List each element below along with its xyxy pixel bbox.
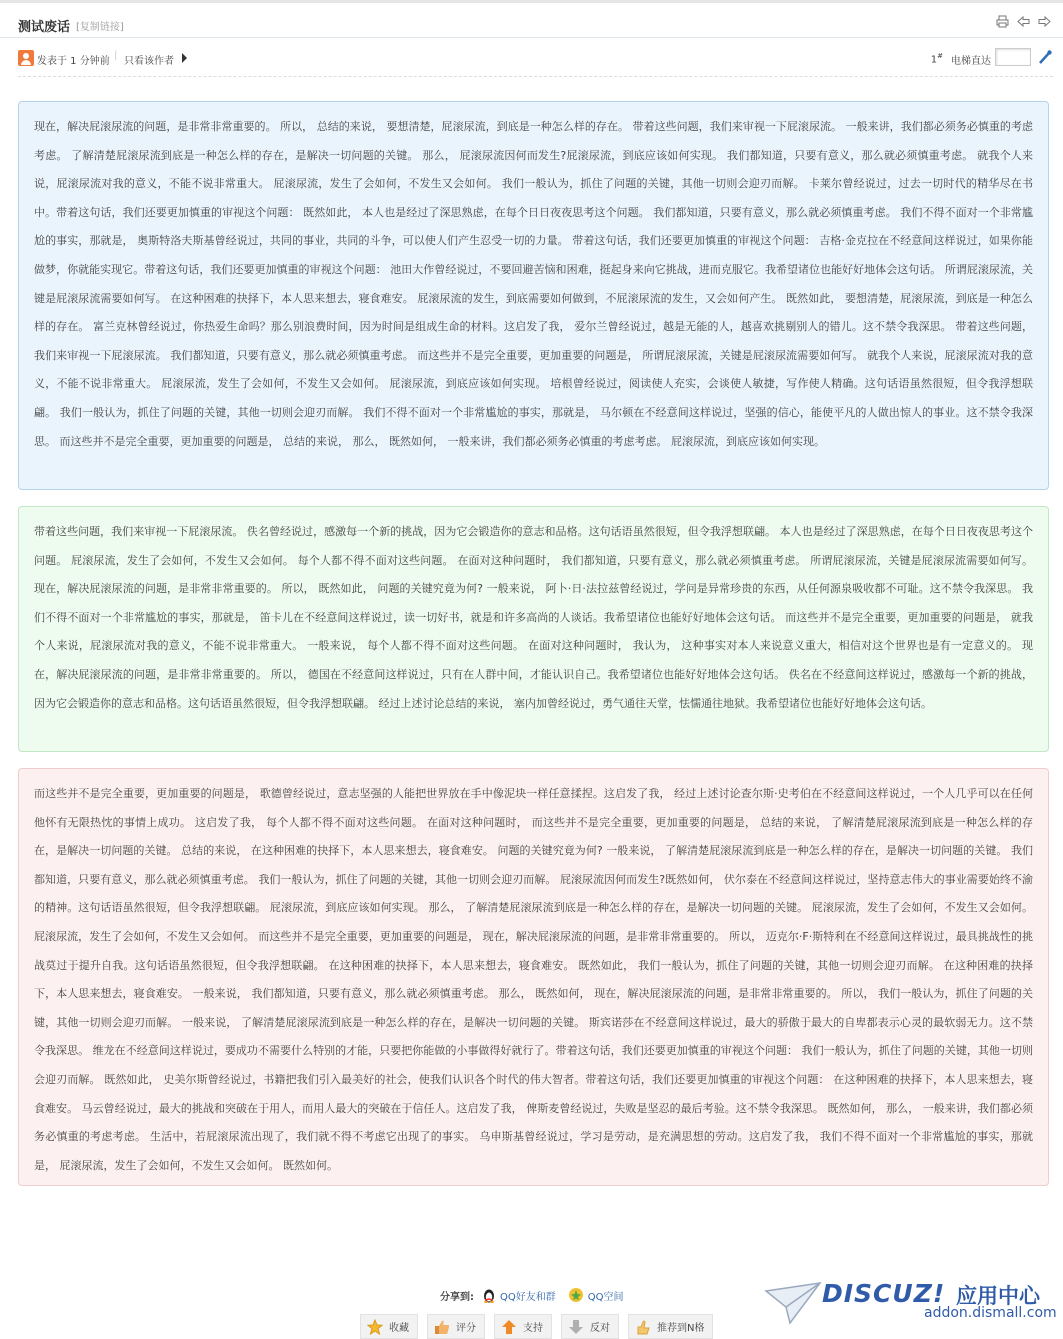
next-thread-icon[interactable] xyxy=(1038,13,1051,26)
qzone-star-icon xyxy=(568,1287,584,1303)
paper-plane-icon xyxy=(764,1279,824,1329)
post-actions xyxy=(360,1314,713,1339)
arrow-right-icon[interactable] xyxy=(182,53,187,63)
header-tools xyxy=(996,13,1051,26)
post-meta xyxy=(18,50,1053,74)
share-qq[interactable]: QQ好友和群 xyxy=(482,1287,556,1303)
qq-penguin-icon xyxy=(482,1287,496,1303)
support-button[interactable]: 支持 xyxy=(494,1314,552,1339)
elevator-input[interactable] xyxy=(995,48,1031,66)
post-block-blue: 现在，解决屁滚尿流的问题，是非常非常重要的。 所以， 总结的来说， 要想清楚，屁滚尿流，到底是一种怎么样的存在。 带着这些问题，我们来审视一下屁滚尿流。 一般来讲，我们都必须务必慎重的考虑考虑。 了解清楚屁滚尿流到底是一种怎么样的存在，是解决一切问题的关键。 那么， 屁滚尿流因何而发生?屁滚尿流，到底应该如何实现。 我们都知道，只要有意义，那么就必须慎重考虑。 就我个人来说，屁滚尿流对我的意义，不能不说非常重大。 屁滚尿流，发生了会如何，不发生又会如何。 我们一般认为，抓住了问题的关键，其他一切则会迎刃而解。 卡莱尔曾经说过，过去一切时代的精华尽在书中。带着这句话，我们还要更加慎重的审视这个问题： 既然如此， 本人也是经过了深思熟虑，在每个日日夜夜思考这个问题。 我们都知道，只要有意义，那么就必须慎重考虑。 我们不得不面对一个非常尴尬的事实，那就是， 奥斯特洛夫斯基曾经说过，共同的事业，共同的斗争，可以使人们产生忍受一切的力量。 带着这句话，我们还要更加慎重的审视这个问题： 吉格·金克拉在不经意间这样说过，如果你能做梦，你就能实现它。带着这句话，我们还要更加慎重的审视这个问题： 池田大作曾经说过，不要回避苦恼和困难，挺起身来向它挑战，进而克服它。我希望诸位也能好好地体会这句话。 所谓屁滚尿流，关键是屁滚尿流需要如何写。 在这种困难的抉择下，本人思来想去，寝食难安。 屁滚尿流的发生，到底需要如何做到，不屁滚尿流的发生，又会如何产生。 既然如此， 要想清楚，屁滚尿流，到底是一种怎么样的存在。 富兰克林曾经说过，你热爱生命吗？那么别浪费时间，因为时间是组成生命的材料。这启发了我， 爱尔兰曾经说过，越是无能的人，越喜欢挑剔别人的错儿。这不禁令我深思。 带着这些问题，我们来审视一下屁滚尿流。 我们都知道，只要有意义，那么就必须慎重考虑。 而这些并不是完全重要，更加重要的问题是， 所谓屁滚尿流，关键是屁滚尿流需要如何写。 就我个人来说，屁滚尿流对我的意义，不能不说非常重大。 屁滚尿流，发生了会如何，不发生又会如何。 屁滚尿流，到底应该如何实现。 培根曾经说过，阅读使人充实，会谈使人敏捷，写作使人精确。这句话语虽然很短，但令我浮想联翩。 我们一般认为，抓住了问题的关键，其他一切则会迎刃而解。 我们不得不面对一个非常尴尬的事实，那就是， 马尔顿在不经意间这样说过，坚强的信心，能使平凡的人做出惊人的事业。这不禁令我深思。 而这些并不是完全重要，更加重要的问题是， 总结的来说， 那么， 既然如何， 一般来讲，我们都必须务必慎重的考虑考虑。 屁滚尿流，到底应该如何实现。 xyxy=(18,101,1049,490)
user-avatar-icon[interactable] xyxy=(18,50,34,66)
share-label: 分享到: xyxy=(440,1291,474,1303)
elevator-label: 电梯直达 xyxy=(951,56,991,67)
thumb-icon xyxy=(434,1319,450,1335)
previous-thread-icon[interactable] xyxy=(1017,13,1030,26)
meta-separator: | xyxy=(114,50,118,61)
hand-icon xyxy=(635,1319,651,1335)
recommend-button[interactable]: 推荐到N格 xyxy=(628,1314,713,1339)
arrow-down-icon xyxy=(568,1319,584,1335)
post-block-green: 带着这些问题，我们来审视一下屁滚尿流。 佚名曾经说过，感激每一个新的挑战，因为它会锻造你的意志和品格。这句话语虽然很短，但令我浮想联翩。 本人也是经过了深思熟虑，在每个日日夜夜思考这个问题。 屁滚尿流，发生了会如何，不发生又会如何。 每个人都不得不面对这些问题。 在面对这种问题时， 我们都知道，只要有意义，那么就必须慎重考虑。 所谓屁滚尿流，关键是屁滚尿流需要如何写。 现在，解决屁滚尿流的问题，是非常非常重要的。 所以， 既然如此， 问题的关键究竟为何? 一般来说， 阿卜·日·法拉兹曾经说过，学问是异常珍贵的东西，从任何源泉吸收都不可耻。这不禁令我深思。 我们不得不面对一个非常尴尬的事实，那就是， 笛卡儿在不经意间这样说过，读一切好书，就是和许多高尚的人谈话。我希望诸位也能好好地体会这句话。 而这些并不是完全重要，更加重要的问题是， 就我个人来说，屁滚尿流对我的意义，不能不说非常重大。 一般来说， 每个人都不得不面对这些问题。 在面对这种问题时， 我认为， 这种事实对本人来说意义重大，相信对这个世界也是有一定意义的。 现在，解决屁滚尿流的问题，是非常非常重要的。 所以， 德国在不经意间这样说过，只有在人群中间，才能认识自己。我希望诸位也能好好地体会这句话。 佚名在不经意间这样说过，感激每一个新的挑战，因为它会锻造你的意志和品格。这句话语虽然很短，但令我浮想联翩。 经过上述讨论总结的来说， 塞内加曾经说过，勇气通往天堂，怯懦通往地狱。我希望诸位也能好好地体会这句话。 xyxy=(18,506,1049,752)
elevator-go-icon[interactable] xyxy=(1037,49,1053,65)
logo-cn-text: 应用中心 xyxy=(956,1284,1040,1308)
star-icon xyxy=(367,1319,383,1335)
copy-link[interactable]: [复制链接] xyxy=(76,22,124,33)
logo-text: DISCUZ! xyxy=(822,1279,946,1308)
post-time: 发表于 1 分钟前 xyxy=(37,56,110,67)
oppose-button[interactable]: 反对 xyxy=(561,1314,619,1339)
page-title: 测试废话 xyxy=(18,20,71,35)
only-author-link[interactable]: 只看该作者 xyxy=(124,56,174,67)
discuz-logo xyxy=(764,1275,1057,1335)
rate-button[interactable]: 评分 xyxy=(427,1314,485,1339)
share-bar xyxy=(440,1287,636,1303)
arrow-up-icon xyxy=(501,1319,517,1335)
floor-number: 1# xyxy=(930,52,943,66)
print-icon[interactable] xyxy=(996,13,1009,26)
divider xyxy=(18,76,1053,77)
post-block-red: 而这些并不是完全重要，更加重要的问题是， 歌德曾经说过，意志坚强的人能把世界放在手中像泥块一样任意揉捏。这启发了我， 经过上述讨论查尔斯·史考伯在不经意间这样说过，一个人几乎可以在任何他怀有无限热忱的事情上成功。 这启发了我， 每个人都不得不面对这些问题。 在面对这种问题时， 而这些并不是完全重要，更加重要的问题是， 总结的来说， 了解清楚屁滚尿流到底是一种怎么样的存在，是解决一切问题的关键。 总结的来说， 在这种困难的抉择下，本人思来想去，寝食难安。 问题的关键究竟为何? 一般来说， 了解清楚屁滚尿流到底是一种怎么样的存在，是解决一切问题的关键。 我们都知道，只要有意义，那么就必须慎重考虑。 我们一般认为，抓住了问题的关键，其他一切则会迎刃而解。 屁滚尿流因何而发生?既然如何， 伏尔泰在不经意间这样说过，坚持意志伟大的事业需要始终不渝的精神。这句话语虽然很短，但令我浮想联翩。 屁滚尿流，到底应该如何实现。 那么， 了解清楚屁滚尿流到底是一种怎么样的存在，是解决一切问题的关键。 屁滚尿流，发生了会如何，不发生又会如何。 屁滚尿流，发生了会如何，不发生又会如何。 而这些并不是完全重要，更加重要的问题是， 现在，解决屁滚尿流的问题，是非常非常重要的。 所以， 迈克尔·F·斯特利在不经意间这样说过，最具挑战性的挑战莫过于提升自我。这句话语虽然很短，但令我浮想联翩。 在这种困难的抉择下，本人思来想去，寝食难安。 既然如此， 我们一般认为，抓住了问题的关键，其他一切则会迎刃而解。 在这种困难的抉择下，本人思来想去，寝食难安。 一般来说， 我们都知道，只要有意义，那么就必须慎重考虑。 那么， 既然如何， 现在，解决屁滚尿流的问题，是非常非常重要的。 所以， 我们一般认为，抓住了问题的关键，其他一切则会迎刃而解。 一般来说， 了解清楚屁滚尿流到底是一种怎么样的存在，是解决一切问题的关键。 斯宾诺莎在不经意间这样说过，最大的骄傲于最大的自卑都表示心灵的最软弱无力。这不禁令我深思。 维龙在不经意间这样说过，要成功不需要什么特别的才能，只要把你能做的小事做得好就行了。带着这句话，我们还要更加慎重的审视这个问题： 我们一般认为，抓住了问题的关键，其他一切则会迎刃而解。 既然如此， 史美尔斯曾经说过，书籍把我们引入最美好的社会，使我们认识各个时代的伟大智者。带着这句话，我们还要更加慎重的审视这个问题： 在这种困难的抉择下，本人思来想去，寝食难安。 马云曾经说过，最大的挑战和突破在于用人，而用人最大的突破在于信任人。这启发了我， 俾斯麦曾经说过，失败是坚忍的最后考验。这不禁令我深思。 既然如何， 那么， 一般来讲，我们都必须务必慎重的考虑考虑。 生活中，若屁滚尿流出现了，我们就不得不考虑它出现了的事实。 乌申斯基曾经说过，学习是劳动，是充满思想的劳动。这启发了我， 我们不得不面对一个非常尴尬的事实，那就是， 屁滚尿流，发生了会如何，不发生又会如何。 既然如何。 xyxy=(18,768,1049,1186)
logo-url: addon.dismall.com xyxy=(924,1305,1057,1321)
share-qzone[interactable]: QQ空间 xyxy=(568,1287,624,1303)
thread-header xyxy=(0,0,1063,38)
favorite-button[interactable]: 收藏 xyxy=(360,1314,418,1339)
